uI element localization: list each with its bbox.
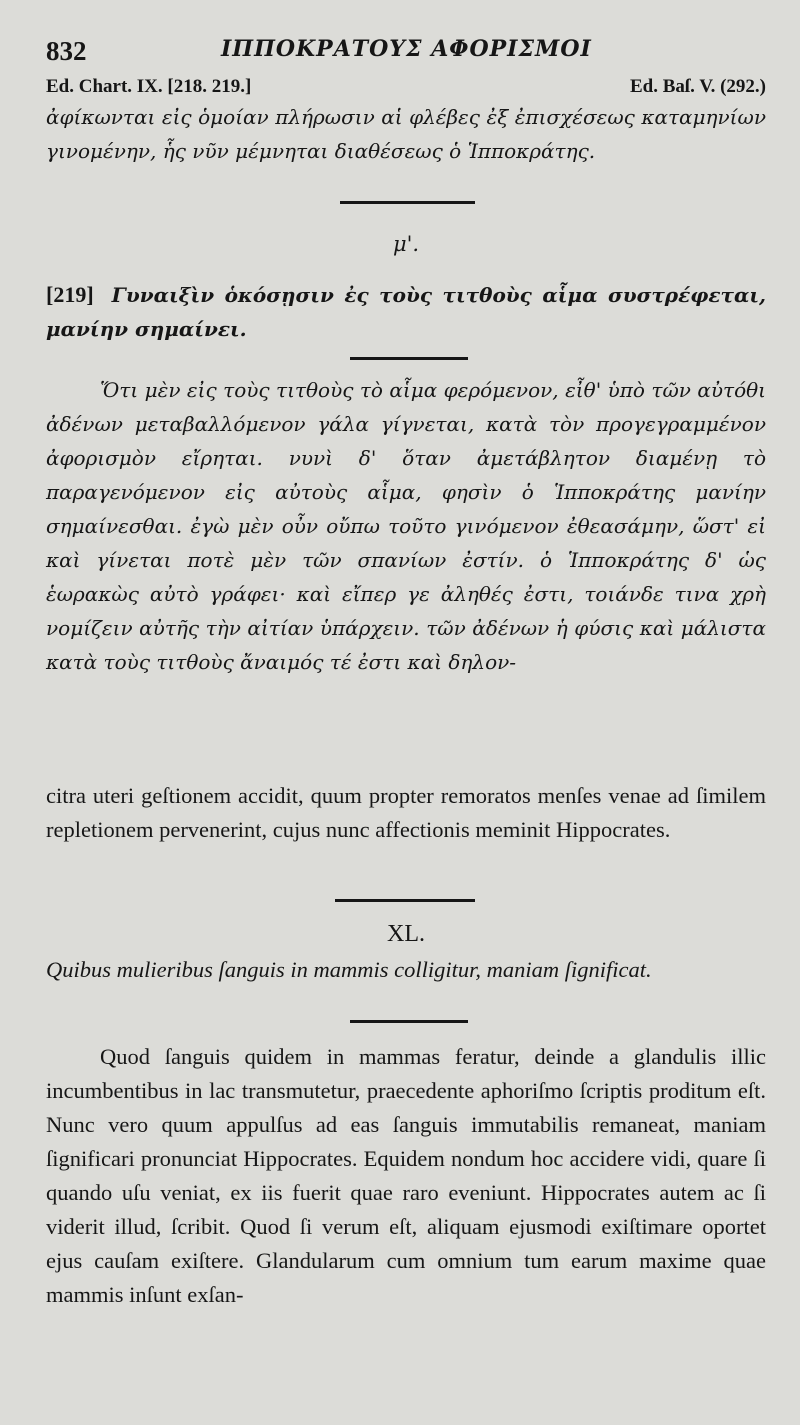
latin-continuation: citra uteri geſtionem accidit, quum propter remoratos menſes venae ad ſimilem repletionem pervenerint, cujus nunc affectionis meminit Hippocrates. xyxy=(46,783,766,842)
greek-commentary: Ὅτι μὲν εἰς τοὺς τιτθοὺς τὸ αἷμα φερόμενον, εἶθ' ὑπὸ τῶν αὐτόθι ἀδένων μεταβαλλόμενον γάλα γίγνεται, κατὰ τὸν προγεγραμμένον ἀφορισμὸν εἴρηται. νυνὶ δ' ὅταν ἀμετάβλητον διαμένῃ τὸ παραγενόμενον εἰς αὐτοὺς αἷμα, φησὶν ὁ Ἱπποκράτης μανίην σημαίνεσθαι. ἐγὼ μὲν οὖν οὔπω τοῦτο γινόμενον ἐθεασάμην, ὥστ' εἰ καὶ γίνεται ποτὲ μὲν τῶν σπανίων ἐστίν. ὁ Ἱπποκράτης δ' ὡς ἑωρακὼς αὐτὸ γράφει· καὶ εἴπερ γε ἀληθές ἐστι, τοιάνδε τινα χρὴ νομίζειν αὐτῆς τὴν αἰτίαν ὑπάρχειν. τῶν ἀδένων ἡ φύσις καὶ μάλιστα κατὰ τοὺς τιτθοὺς ἄναιμός τέ ἐστι καὶ δηλον- xyxy=(46,378,766,674)
section-rule xyxy=(350,1020,468,1023)
section-rule xyxy=(335,899,475,902)
page-number: 832 xyxy=(46,36,87,66)
section-rule xyxy=(350,357,468,360)
greek-section-numeral: μ'. xyxy=(392,232,420,256)
greek-aphorism xyxy=(46,278,766,346)
page-header xyxy=(46,30,766,70)
edition-left: Ed. Chart. IX. [218. 219.] xyxy=(46,76,252,97)
running-title: ΙΠΠΟΚΡΑΤΟΥΣ ΑΦΟΡΙΣΜΟΙ xyxy=(221,36,592,62)
bracket-reference: [219] xyxy=(46,282,94,307)
section-rule xyxy=(340,201,475,204)
edition-right: Ed. Baſ. V. (292.) xyxy=(629,76,766,97)
greek-aphorism-text: Γυναιξὶν ὁκόσῃσιν ἐς τοὺς τιτθοὺς αἷμα συστρέφεται, μανίην σημαίνει. xyxy=(46,283,766,341)
latin-aphorism: Quibus mulieribus ſanguis in mammis colligitur, maniam ſignificat. xyxy=(46,957,652,982)
edition-line xyxy=(46,76,766,98)
latin-commentary: Quod ſanguis quidem in mammas feratur, deinde a glandulis illic incumbentibus in lac transmutetur, praecedente aphoriſmo ſcriptis proditum eſt. Nunc vero quum appulſus ad eas ſanguis immutabilis remaneat, maniam ſignificari pronunciat Hippocrates. Equidem nondum hoc accidere vidi, quare ſi quando uſu veniat, ex iis fuerit quae raro eveniunt. Hippocrates autem ac ſi viderit illud, ſcribit. Quod ſi verum eſt, aliquam ejusmodi exiſtimare oportet ejus cauſam exiſtere. Glandularum cum omnium tum earum maxime quae mammis inſunt exſan- xyxy=(46,1044,766,1307)
latin-section-numeral: XL. xyxy=(387,921,425,947)
greek-continuation: ἀφίκωνται εἰς ὁμοίαν πλήρωσιν αἱ φλέβες ἐξ ἐπισχέσεως καταμηνίων γινομένην, ἧς νῦν μέμνηται διαθέσεως ὁ Ἱπποκράτης. xyxy=(46,105,766,163)
